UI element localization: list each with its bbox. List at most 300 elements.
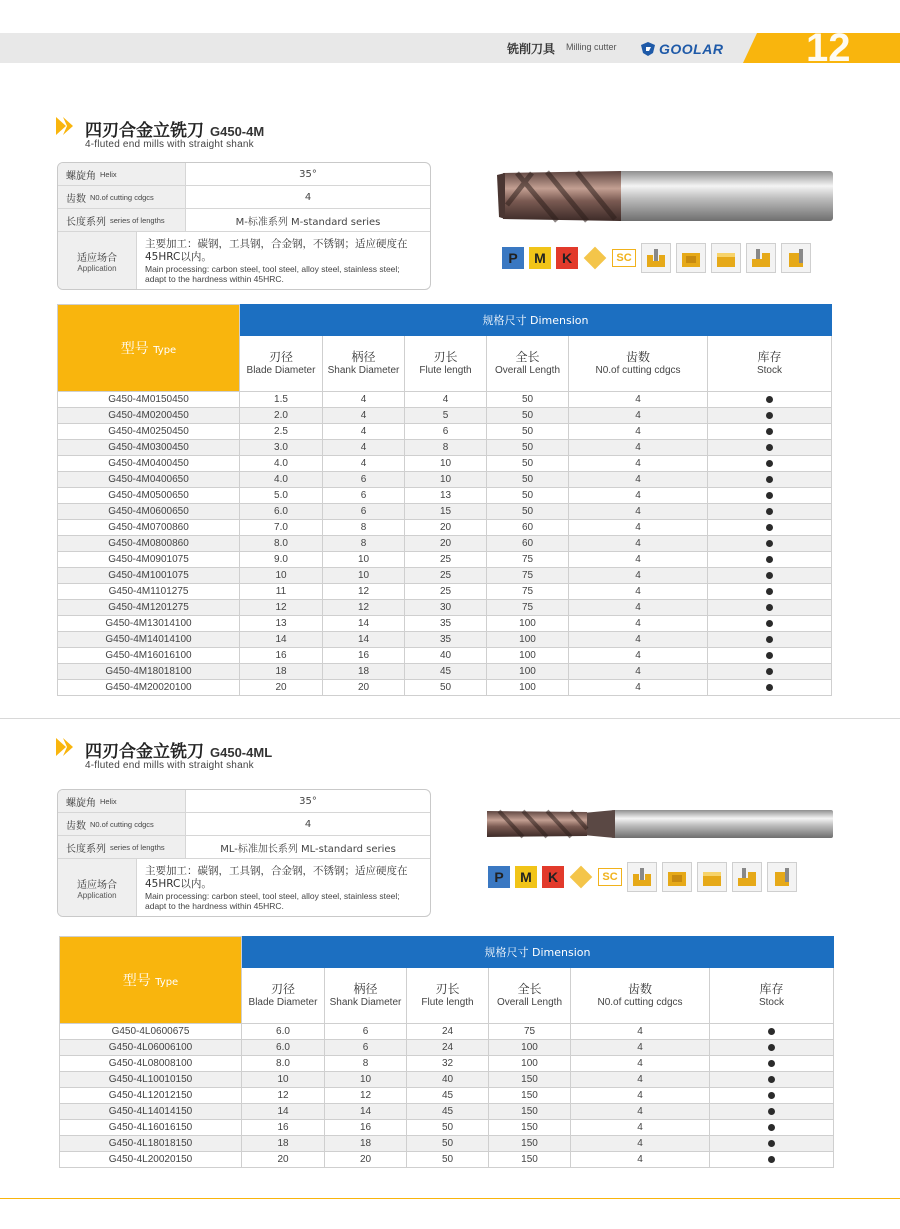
cell-flute-length: 8	[405, 440, 487, 456]
cell-model: G450-4M0250450	[58, 424, 240, 440]
in-stock-dot-icon	[766, 636, 773, 643]
spec-row-length	[58, 836, 430, 859]
cell-cutting-edges: 4	[569, 440, 708, 456]
cell-cutting-edges: 4	[571, 1104, 710, 1120]
cell-flute-length: 20	[405, 520, 487, 536]
cell-stock	[708, 568, 832, 584]
cell-flute-length: 25	[405, 584, 487, 600]
in-stock-dot-icon	[766, 476, 773, 483]
slot-milling-icon	[627, 862, 657, 892]
cell-model: G450-4M0400650	[58, 472, 240, 488]
cell-blade-diameter: 14	[242, 1104, 325, 1120]
column-header-blade-diameter: 刃径 Blade Diameter	[242, 968, 325, 1024]
cell-stock	[708, 680, 832, 696]
cell-shank-diameter: 20	[325, 1152, 407, 1168]
cell-model: G450-4L20020150	[60, 1152, 242, 1168]
spec-value-length: M-标准系列 M-standard series	[235, 216, 381, 228]
material-k-icon: K	[542, 866, 564, 888]
cell-blade-diameter: 8.0	[240, 536, 323, 552]
table-row	[60, 1136, 834, 1152]
spec-label: 适应场合 Application	[58, 232, 137, 289]
cell-flute-length: 32	[407, 1056, 489, 1072]
cell-stock	[710, 1152, 834, 1168]
cell-flute-length: 25	[405, 552, 487, 568]
cell-stock	[710, 1024, 834, 1040]
cell-overall-length: 75	[487, 600, 569, 616]
cell-model: G450-4M0400450	[58, 456, 240, 472]
cell-blade-diameter: 10	[242, 1072, 325, 1088]
cell-flute-length: 50	[407, 1136, 489, 1152]
in-stock-dot-icon	[766, 412, 773, 419]
cell-model: G450-4M0700860	[58, 520, 240, 536]
cell-model: G450-4M0150450	[58, 392, 240, 408]
section-title-code: G450-4ML	[210, 745, 273, 760]
cell-blade-diameter: 14	[240, 632, 323, 648]
cell-flute-length: 10	[405, 472, 487, 488]
cell-model: G450-4M1201275	[58, 600, 240, 616]
cell-model: G450-4L08008100	[60, 1056, 242, 1072]
in-stock-dot-icon	[768, 1076, 775, 1083]
column-header-cutting-edges: 齿数 N0.of cutting cdgcs	[571, 968, 710, 1024]
cell-shank-diameter: 8	[323, 520, 405, 536]
in-stock-dot-icon	[766, 684, 773, 691]
category-title-en: Milling cutter	[566, 42, 617, 52]
cell-overall-length: 50	[487, 392, 569, 408]
cell-cutting-edges: 4	[571, 1040, 710, 1056]
spec-value-application: 主要加工：碳钢，工具钢，合金钢，不锈钢；适应硬度在45HRC以内。 Main processing: carbon steel, tool steel, alloy steel, stainless steel; adapt to the hardness within 45HRC.	[145, 864, 408, 911]
cell-flute-length: 24	[407, 1024, 489, 1040]
cell-blade-diameter: 9.0	[240, 552, 323, 568]
table-row	[58, 680, 832, 696]
cell-model: G450-4L0600675	[60, 1024, 242, 1040]
type-header: 型号 Type	[58, 305, 240, 392]
table-row	[58, 456, 832, 472]
column-header-overall-length: 全长 Overall Length	[489, 968, 571, 1024]
table-row	[60, 1056, 834, 1072]
cell-cutting-edges: 4	[569, 584, 708, 600]
table-row	[58, 504, 832, 520]
spec-row-application	[58, 232, 430, 289]
table-row	[60, 1120, 834, 1136]
brand-logo	[640, 40, 723, 58]
cell-blade-diameter: 12	[240, 600, 323, 616]
cell-blade-diameter: 6.0	[240, 504, 323, 520]
cell-overall-length: 150	[489, 1120, 571, 1136]
cell-stock	[708, 424, 832, 440]
in-stock-dot-icon	[766, 524, 773, 531]
cell-shank-diameter: 12	[323, 600, 405, 616]
table-row	[58, 552, 832, 568]
cell-flute-length: 30	[405, 600, 487, 616]
cell-blade-diameter: 6.0	[242, 1040, 325, 1056]
cell-flute-length: 40	[405, 648, 487, 664]
cell-shank-diameter: 12	[325, 1088, 407, 1104]
cell-stock	[710, 1056, 834, 1072]
table-row	[60, 1024, 834, 1040]
spec-row-helix	[58, 163, 430, 186]
cell-stock	[710, 1040, 834, 1056]
cell-cutting-edges: 4	[571, 1136, 710, 1152]
cell-shank-diameter: 4	[323, 408, 405, 424]
cell-flute-length: 50	[405, 680, 487, 696]
cell-flute-length: 35	[405, 632, 487, 648]
in-stock-dot-icon	[766, 492, 773, 499]
cell-flute-length: 10	[405, 456, 487, 472]
table-row	[60, 1040, 834, 1056]
cell-model: G450-4M0901075	[58, 552, 240, 568]
cell-overall-length: 150	[489, 1088, 571, 1104]
cell-blade-diameter: 3.0	[240, 440, 323, 456]
cell-cutting-edges: 4	[569, 424, 708, 440]
cell-stock	[708, 440, 832, 456]
page-number: 12	[806, 26, 851, 70]
side-milling-icon	[781, 243, 811, 273]
column-header-stock: 库存 Stock	[710, 968, 834, 1024]
table-row	[58, 408, 832, 424]
cell-shank-diameter: 6	[323, 504, 405, 520]
cell-stock	[708, 504, 832, 520]
shoulder-milling-icon	[746, 243, 776, 273]
in-stock-dot-icon	[766, 668, 773, 675]
cell-stock	[708, 392, 832, 408]
spec-value-helix: 35°	[299, 168, 317, 180]
cell-model: G450-4M18018100	[58, 664, 240, 680]
table-row	[58, 600, 832, 616]
cell-stock	[708, 520, 832, 536]
cell-shank-diameter: 8	[323, 536, 405, 552]
cell-shank-diameter: 16	[323, 648, 405, 664]
cell-stock	[708, 584, 832, 600]
brand-logo-icon	[640, 41, 656, 57]
table-row	[58, 424, 832, 440]
cell-blade-diameter: 12	[242, 1088, 325, 1104]
cell-cutting-edges: 4	[569, 408, 708, 424]
section-title	[85, 737, 272, 762]
in-stock-dot-icon	[768, 1156, 775, 1163]
material-icon-row	[488, 862, 797, 892]
cell-overall-length: 150	[489, 1104, 571, 1120]
cell-blade-diameter: 16	[240, 648, 323, 664]
cell-model: G450-4L18018150	[60, 1136, 242, 1152]
table-row	[60, 1088, 834, 1104]
material-k-icon: K	[556, 247, 578, 269]
table-row	[58, 472, 832, 488]
cell-cutting-edges: 4	[569, 488, 708, 504]
cell-shank-diameter: 10	[325, 1072, 407, 1088]
cell-blade-diameter: 20	[242, 1152, 325, 1168]
slot-milling-icon	[641, 243, 671, 273]
cell-flute-length: 4	[405, 392, 487, 408]
cell-cutting-edges: 4	[571, 1072, 710, 1088]
cell-model: G450-4M1101275	[58, 584, 240, 600]
cell-stock	[710, 1120, 834, 1136]
cell-model: G450-4M20020100	[58, 680, 240, 696]
cell-blade-diameter: 4.0	[240, 456, 323, 472]
cell-cutting-edges: 4	[569, 648, 708, 664]
cell-flute-length: 50	[407, 1152, 489, 1168]
footer-rule	[0, 1198, 900, 1199]
in-stock-dot-icon	[766, 428, 773, 435]
cell-flute-length: 20	[405, 536, 487, 552]
cell-blade-diameter: 11	[240, 584, 323, 600]
cell-blade-diameter: 5.0	[240, 488, 323, 504]
cell-stock	[708, 552, 832, 568]
cell-overall-length: 60	[487, 536, 569, 552]
section-divider	[0, 718, 900, 719]
column-header-flute-length: 刃长 Flute length	[407, 968, 489, 1024]
spec-label: 螺旋角 Helix	[58, 790, 186, 812]
cell-model: G450-4L12012150	[60, 1088, 242, 1104]
cell-shank-diameter: 18	[325, 1136, 407, 1152]
in-stock-dot-icon	[768, 1140, 775, 1147]
cell-model: G450-4M16016100	[58, 648, 240, 664]
in-stock-dot-icon	[766, 604, 773, 611]
table-row	[58, 520, 832, 536]
cell-blade-diameter: 16	[242, 1120, 325, 1136]
cell-flute-length: 45	[405, 664, 487, 680]
cell-stock	[710, 1104, 834, 1120]
section-title-code: G450-4M	[210, 124, 265, 139]
table-row	[58, 648, 832, 664]
cell-model: G450-4M0800860	[58, 536, 240, 552]
cell-cutting-edges: 4	[571, 1024, 710, 1040]
cell-overall-length: 100	[489, 1056, 571, 1072]
type-header: 型号 Type	[60, 937, 242, 1024]
brand-name: GOOLAR	[659, 41, 724, 57]
table-row	[60, 1072, 834, 1088]
cell-flute-length: 50	[407, 1120, 489, 1136]
material-sc-icon: SC	[612, 249, 636, 267]
cell-cutting-edges: 4	[569, 600, 708, 616]
cell-flute-length: 5	[405, 408, 487, 424]
cell-overall-length: 50	[487, 408, 569, 424]
spec-value-length: ML-标准加长系列 ML-standard series	[220, 843, 396, 855]
cell-blade-diameter: 18	[242, 1136, 325, 1152]
cell-overall-length: 50	[487, 440, 569, 456]
cell-cutting-edges: 4	[569, 456, 708, 472]
in-stock-dot-icon	[766, 396, 773, 403]
cell-overall-length: 100	[489, 1040, 571, 1056]
cell-blade-diameter: 20	[240, 680, 323, 696]
cell-blade-diameter: 18	[240, 664, 323, 680]
spec-box	[57, 162, 431, 290]
cell-blade-diameter: 2.0	[240, 408, 323, 424]
cell-cutting-edges: 4	[571, 1056, 710, 1072]
spec-row-helix	[58, 790, 430, 813]
cell-stock	[708, 472, 832, 488]
section-title-cn: 四刃合金立铣刀	[85, 121, 204, 141]
column-header-cutting-edges: 齿数 N0.of cutting cdgcs	[569, 336, 708, 392]
spec-label: 长度系列 series of lengths	[58, 209, 186, 231]
cell-overall-length: 50	[487, 504, 569, 520]
spec-label: 长度系列 series of lengths	[58, 836, 186, 858]
cell-shank-diameter: 6	[323, 488, 405, 504]
cell-stock	[708, 456, 832, 472]
dimension-table	[59, 936, 834, 1168]
table-row	[60, 1104, 834, 1120]
cell-shank-diameter: 8	[325, 1056, 407, 1072]
cell-overall-length: 50	[487, 456, 569, 472]
cell-cutting-edges: 4	[569, 632, 708, 648]
cell-cutting-edges: 4	[571, 1088, 710, 1104]
cell-stock	[710, 1088, 834, 1104]
cell-overall-length: 50	[487, 472, 569, 488]
column-header-flute-length: 刃长 Flute length	[405, 336, 487, 392]
cell-model: G450-4M0500650	[58, 488, 240, 504]
cell-stock	[708, 408, 832, 424]
table-row	[58, 392, 832, 408]
cell-cutting-edges: 4	[569, 552, 708, 568]
material-p-icon: P	[502, 247, 524, 269]
column-header-overall-length: 全长 Overall Length	[487, 336, 569, 392]
cell-model: G450-4M0600650	[58, 504, 240, 520]
cell-overall-length: 100	[487, 680, 569, 696]
cell-cutting-edges: 4	[571, 1120, 710, 1136]
cell-overall-length: 150	[489, 1152, 571, 1168]
cell-overall-length: 75	[487, 584, 569, 600]
column-header-stock: 库存 Stock	[708, 336, 832, 392]
face-milling-icon	[711, 243, 741, 273]
in-stock-dot-icon	[766, 444, 773, 451]
table-row	[58, 616, 832, 632]
in-stock-dot-icon	[766, 508, 773, 515]
cell-overall-length: 150	[489, 1072, 571, 1088]
table-row	[58, 584, 832, 600]
cell-flute-length: 35	[405, 616, 487, 632]
cell-cutting-edges: 4	[571, 1152, 710, 1168]
in-stock-dot-icon	[766, 572, 773, 579]
column-header-shank-diameter: 柄径 Shank Diameter	[323, 336, 405, 392]
cell-stock	[708, 664, 832, 680]
table-row	[58, 536, 832, 552]
spec-value-helix: 35°	[299, 795, 317, 807]
cell-shank-diameter: 6	[325, 1024, 407, 1040]
cell-shank-diameter: 10	[323, 568, 405, 584]
spec-value-teeth: 4	[304, 818, 312, 830]
cell-stock	[708, 632, 832, 648]
cell-overall-length: 100	[487, 632, 569, 648]
spec-row-length	[58, 209, 430, 232]
table-body	[60, 1024, 834, 1168]
in-stock-dot-icon	[768, 1092, 775, 1099]
cell-blade-diameter: 1.5	[240, 392, 323, 408]
in-stock-dot-icon	[766, 556, 773, 563]
cell-overall-length: 150	[489, 1136, 571, 1152]
section-subtitle: 4-fluted end mills with straight shank	[85, 139, 254, 150]
in-stock-dot-icon	[768, 1124, 775, 1131]
cell-model: G450-4M0300450	[58, 440, 240, 456]
cell-overall-length: 75	[489, 1024, 571, 1040]
cell-cutting-edges: 4	[569, 504, 708, 520]
cell-flute-length: 13	[405, 488, 487, 504]
cell-cutting-edges: 4	[569, 520, 708, 536]
cell-flute-length: 45	[407, 1104, 489, 1120]
end-mill-image	[497, 165, 835, 227]
cell-shank-diameter: 14	[325, 1104, 407, 1120]
end-mill-long-image	[483, 805, 835, 843]
in-stock-dot-icon	[766, 620, 773, 627]
cell-flute-length: 6	[405, 424, 487, 440]
column-header-blade-diameter: 刃径 Blade Diameter	[240, 336, 323, 392]
cell-cutting-edges: 4	[569, 664, 708, 680]
cell-cutting-edges: 4	[569, 536, 708, 552]
cell-stock	[710, 1136, 834, 1152]
table-row	[58, 440, 832, 456]
column-header-shank-diameter: 柄径 Shank Diameter	[325, 968, 407, 1024]
table-row	[60, 1152, 834, 1168]
spec-row-teeth	[58, 186, 430, 209]
cell-flute-length: 45	[407, 1088, 489, 1104]
cell-blade-diameter: 8.0	[242, 1056, 325, 1072]
cell-overall-length: 50	[487, 424, 569, 440]
cell-overall-length: 100	[487, 616, 569, 632]
material-icon-row	[502, 243, 811, 273]
spec-box	[57, 789, 431, 917]
material-sc-icon: SC	[598, 868, 622, 886]
dimension-table	[57, 304, 832, 696]
cell-model: G450-4L14014150	[60, 1104, 242, 1120]
cell-blade-diameter: 7.0	[240, 520, 323, 536]
cell-shank-diameter: 4	[323, 392, 405, 408]
in-stock-dot-icon	[766, 540, 773, 547]
in-stock-dot-icon	[766, 460, 773, 467]
section-arrow-icon	[56, 117, 76, 135]
cell-blade-diameter: 4.0	[240, 472, 323, 488]
cell-cutting-edges: 4	[569, 392, 708, 408]
spec-label: 适应场合 Application	[58, 859, 137, 916]
cell-shank-diameter: 4	[323, 456, 405, 472]
material-m-icon: M	[515, 866, 537, 888]
cell-overall-length: 100	[487, 648, 569, 664]
cell-model: G450-4L10010150	[60, 1072, 242, 1088]
shoulder-milling-icon	[732, 862, 762, 892]
cell-stock	[708, 536, 832, 552]
pocket-milling-icon	[662, 862, 692, 892]
material-p-icon: P	[488, 866, 510, 888]
cell-overall-length: 75	[487, 568, 569, 584]
pocket-milling-icon	[676, 243, 706, 273]
cell-shank-diameter: 10	[323, 552, 405, 568]
table-row	[58, 488, 832, 504]
in-stock-dot-icon	[768, 1108, 775, 1115]
cell-shank-diameter: 20	[323, 680, 405, 696]
cell-stock	[708, 616, 832, 632]
cell-overall-length: 75	[487, 552, 569, 568]
spec-label: 齿数 N0.of cutting cdgcs	[58, 186, 186, 208]
in-stock-dot-icon	[766, 652, 773, 659]
cell-flute-length: 24	[407, 1040, 489, 1056]
side-milling-icon	[767, 862, 797, 892]
cell-flute-length: 15	[405, 504, 487, 520]
cell-model: G450-4M1001075	[58, 568, 240, 584]
cell-model: G450-4M13014100	[58, 616, 240, 632]
in-stock-dot-icon	[768, 1044, 775, 1051]
cell-shank-diameter: 18	[323, 664, 405, 680]
table-row	[58, 664, 832, 680]
cell-stock	[708, 600, 832, 616]
spec-row-teeth	[58, 813, 430, 836]
table-body	[58, 392, 832, 696]
spec-value-teeth: 4	[304, 191, 312, 203]
hardness-diamond-icon	[583, 246, 607, 270]
cell-overall-length: 60	[487, 520, 569, 536]
cell-model: G450-4M0200450	[58, 408, 240, 424]
spec-label: 齿数 N0.of cutting cdgcs	[58, 813, 186, 835]
face-milling-icon	[697, 862, 727, 892]
material-m-icon: M	[529, 247, 551, 269]
section-subtitle: 4-fluted end mills with straight shank	[85, 760, 254, 771]
cell-cutting-edges: 4	[569, 680, 708, 696]
